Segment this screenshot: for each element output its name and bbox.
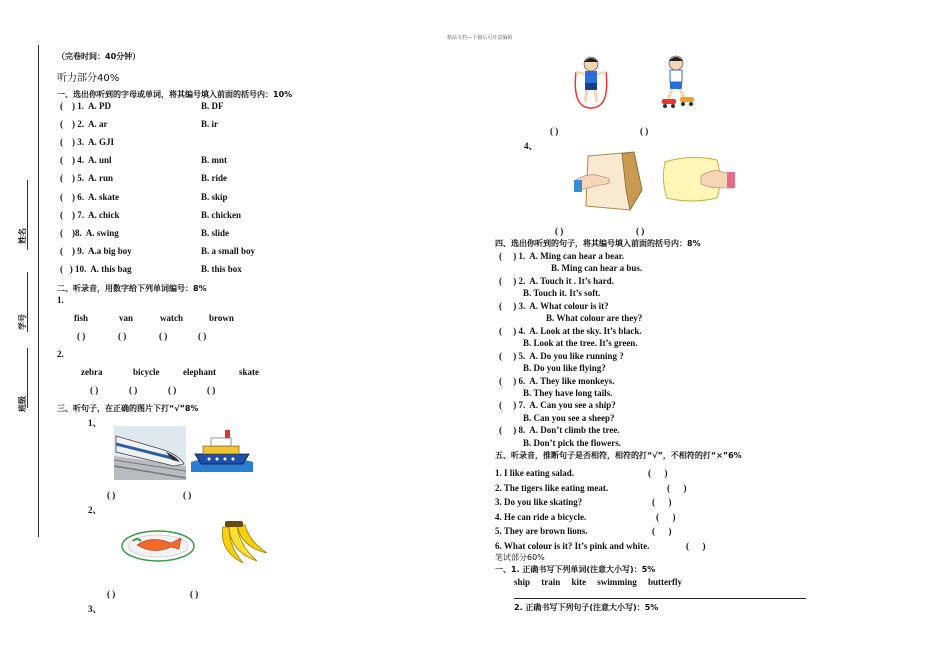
section1-option-b: B. this box [201, 263, 242, 274]
section4-item: ( ) 5. A. Do you like running ? [499, 350, 624, 361]
answer-paren: ( ) [652, 526, 672, 536]
section1-option-b: B. chicken [201, 209, 242, 220]
word-zebra: zebra [81, 367, 103, 377]
section5-title: 五、听录音，推断句子是否相符，相符的打“√”，不相符的打“×”6% [495, 451, 742, 460]
section4-option-b: B. What colour are they? [546, 313, 643, 324]
q3-4-num: 4、 [524, 141, 538, 151]
section1-item: ( ) 10. A. this bag [60, 263, 132, 274]
section5-item: 5. They are brown lions. [495, 526, 588, 536]
section4-option-b: B. Do you like flying? [523, 363, 606, 373]
section4-item: ( ) 7. A. Can you see a ship? [499, 400, 616, 411]
section2-num2: 2. [57, 349, 64, 359]
answer-paren: ( ) [107, 490, 116, 500]
section4-option-b: B. Ming can hear a bus. [551, 263, 643, 274]
answer-paren: ( ) [656, 511, 676, 522]
page-header: 精品文档---下载后可任意编辑 [447, 35, 513, 41]
word-fish: fish [74, 313, 89, 323]
section1-option-b: B. DF [201, 101, 224, 111]
section1-title: 一、选出你听到的字母或单词，将其编号填入前面的括号内：10% [57, 90, 293, 99]
q3-2-num: 2、 [88, 505, 102, 515]
section4-item: ( ) 8. A. Don’t climb the tree. [499, 425, 620, 436]
section4-title: 四、选出你听到的句子，将其编号填入前面的括号内：8% [495, 239, 701, 248]
section4-option-b: B. Touch it. It’s soft. [523, 288, 601, 299]
section5-item: 2. The tigers like eating meat. [495, 482, 609, 493]
skating-image [656, 52, 698, 110]
word-van: van [119, 313, 134, 323]
section1-item: ( )8. A. swing [60, 227, 119, 238]
answer-paren: ( ) [90, 385, 99, 395]
section4-item: ( ) 1. A. Ming can hear a bear. [499, 251, 624, 261]
section1-option-b: B. skip [201, 191, 228, 202]
answer-paren: ( ) [555, 226, 564, 236]
touch-soft-image [661, 154, 735, 204]
q3-1-num: 1、 [88, 418, 102, 428]
section5-item: 6. What colour is it? It’s pink and white. [495, 540, 650, 551]
section1-option-b: B. a small boy [201, 245, 256, 256]
answer-paren: ( ) [183, 490, 192, 500]
word-skate: skate [239, 367, 259, 377]
skipping-rope-image [570, 52, 612, 110]
id-label: 学号 [18, 314, 27, 330]
word-brown: brown [209, 313, 234, 323]
answer-paren: ( ) [190, 589, 199, 599]
name-label: 姓名 [18, 228, 27, 244]
fish-plate-image [121, 527, 195, 563]
answer-paren: ( ) [198, 331, 207, 341]
answer-paren: ( ) [159, 331, 168, 341]
section1-option-b: B. mnt [201, 155, 228, 166]
section3-title: 三、听句子，在正确的图片下打“√”8% [57, 404, 199, 413]
section5-item: 1. I like eating salad. [495, 468, 575, 478]
section4-option-b: B. Don’t pick the flowers. [523, 437, 621, 448]
section4-item: ( ) 6. A. They like monkeys. [499, 375, 615, 386]
word-elephant: elephant [183, 367, 217, 377]
section1-item: ( ) 1. A. PD [60, 101, 111, 111]
ship-image [189, 428, 255, 472]
answer-paren: ( ) [107, 589, 116, 599]
answer-paren: ( ) [207, 385, 216, 395]
writing1-title: 一、1. 正确书写下列单词(注意大小写)：5% [495, 565, 656, 574]
bananas-image [217, 521, 271, 567]
answer-paren: ( ) [640, 126, 649, 136]
answer-paren: ( ) [636, 226, 645, 236]
section4-item: ( ) 4. A. Look at the sky. It’s black. [499, 325, 642, 336]
touch-hard-image [574, 150, 646, 212]
answer-paren: ( ) [77, 331, 86, 341]
section1-item: ( ) 4. A. unl [60, 155, 112, 166]
train-image [114, 426, 186, 480]
section1-item: ( ) 9. A.a big boy [60, 245, 132, 256]
section5-item: 3. Do you like skating? [495, 497, 583, 507]
class-label: 班级 [18, 396, 27, 412]
writing1-words: ship train kite swimming butterfly [514, 577, 683, 587]
section1-item: ( ) 5. A. run [60, 173, 114, 184]
answer-paren: ( ) [686, 540, 706, 551]
section4-option-b: B. They have long tails. [523, 387, 613, 398]
section1-option-b: B. ride [201, 173, 227, 184]
answer-paren: ( ) [648, 468, 668, 478]
section1-item: ( ) 6. A. skate [60, 191, 119, 202]
section1-option-b: B. slide [201, 227, 230, 238]
answer-paren: ( ) [550, 126, 559, 136]
answer-paren: ( ) [168, 385, 177, 395]
section4-item: ( ) 2. A. Touch it . It’s hard. [499, 275, 614, 286]
writing-title: 笔试部分60% [495, 553, 545, 562]
answer-paren: ( ) [129, 385, 138, 395]
section4-option-b: B. Look at the tree. It’s green. [523, 338, 638, 349]
section1-option-b: B. ir [201, 119, 218, 130]
section1-item: ( ) 3. A. GJI [60, 137, 114, 148]
section4-item: ( ) 3. A. What colour is it? [499, 300, 609, 311]
listening-title: 听力部分40% [57, 73, 120, 84]
word-bicycle: bicycle [133, 367, 160, 377]
binding-line [38, 45, 39, 537]
section2-title: 二、听录音，用数字给下列单词编号：8% [57, 284, 207, 293]
answer-paren: ( ) [667, 482, 687, 493]
word-watch: watch [160, 313, 183, 323]
section1-item: ( ) 7. A. chick [60, 209, 120, 220]
q3-3-num: 3、 [88, 604, 102, 614]
writing-line [514, 598, 806, 599]
section4-option-b: B. Can you see a sheep? [523, 412, 615, 423]
section5-item: 4. He can ride a bicycle. [495, 511, 587, 522]
writing2-title: 2. 正确书写下列句子(注意大小写)：5% [514, 603, 659, 612]
section2-num1: 1. [57, 295, 64, 305]
exam-time: （完卷时间：40分钟） [57, 52, 141, 61]
answer-paren: ( ) [652, 497, 672, 507]
section1-item: ( ) 2. A. ar [60, 119, 108, 130]
answer-paren: ( ) [118, 331, 127, 341]
